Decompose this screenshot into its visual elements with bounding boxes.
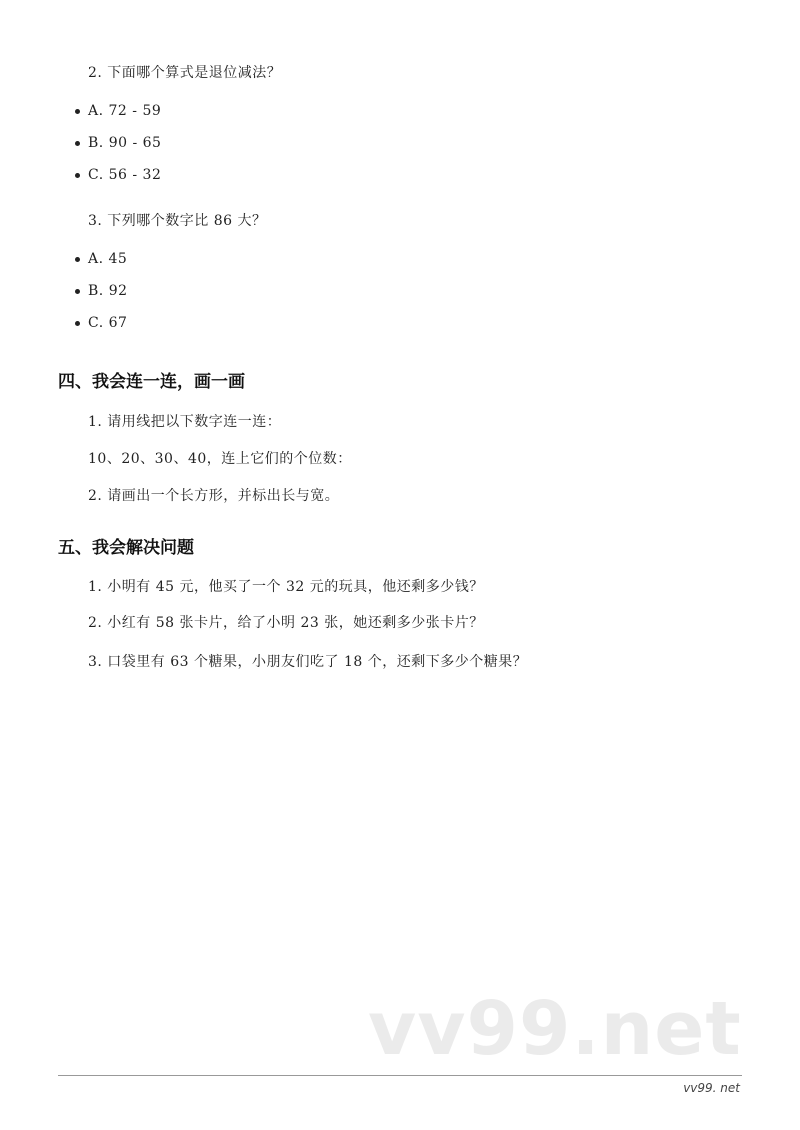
question-5-1: 1. 小明有 45 元，他买了一个 32 元的玩具，他还剩多少钱？ bbox=[88, 579, 484, 595]
question-5-2: 2. 小红有 58 张卡片，给了小明 23 张，她还剩多少张卡片？ bbox=[88, 615, 484, 631]
question-5-3: 3. 口袋里有 63 个糖果，小朋友们吃了 18 个，还剩下多少个糖果？ bbox=[88, 654, 528, 670]
bullet-icon bbox=[75, 109, 80, 114]
bullet-icon bbox=[75, 141, 80, 146]
watermark: vv99.net bbox=[368, 986, 742, 1072]
option-c: C. 67 bbox=[88, 315, 128, 331]
bullet-icon bbox=[75, 173, 80, 178]
section-5-heading: 五、我会解决问题 bbox=[58, 538, 194, 558]
bullet-icon bbox=[75, 321, 80, 326]
option-b: B. 92 bbox=[88, 283, 128, 299]
section-4-heading: 四、我会连一连，画一画 bbox=[58, 372, 245, 392]
footer-divider bbox=[58, 1075, 742, 1076]
bullet-icon bbox=[75, 289, 80, 294]
option-b: B. 90 - 65 bbox=[88, 135, 162, 151]
option-a: A. 45 bbox=[88, 251, 128, 267]
question-3-3: 3. 下列哪个数字比 86 大？ bbox=[88, 213, 267, 229]
option-c: C. 56 - 32 bbox=[88, 167, 162, 183]
option-a: A. 72 - 59 bbox=[88, 103, 162, 119]
footer-site-label: vv99. net bbox=[683, 1081, 740, 1095]
question-3-2: 2. 下面哪个算式是退位减法？ bbox=[88, 65, 282, 81]
question-4-1: 1. 请用线把以下数字连一连： bbox=[88, 414, 282, 430]
question-4-2: 2. 请画出一个长方形，并标出长与宽。 bbox=[88, 488, 340, 504]
question-4-1-detail: 10、20、30、40，连上它们的个位数： bbox=[88, 451, 352, 467]
bullet-icon bbox=[75, 257, 80, 262]
